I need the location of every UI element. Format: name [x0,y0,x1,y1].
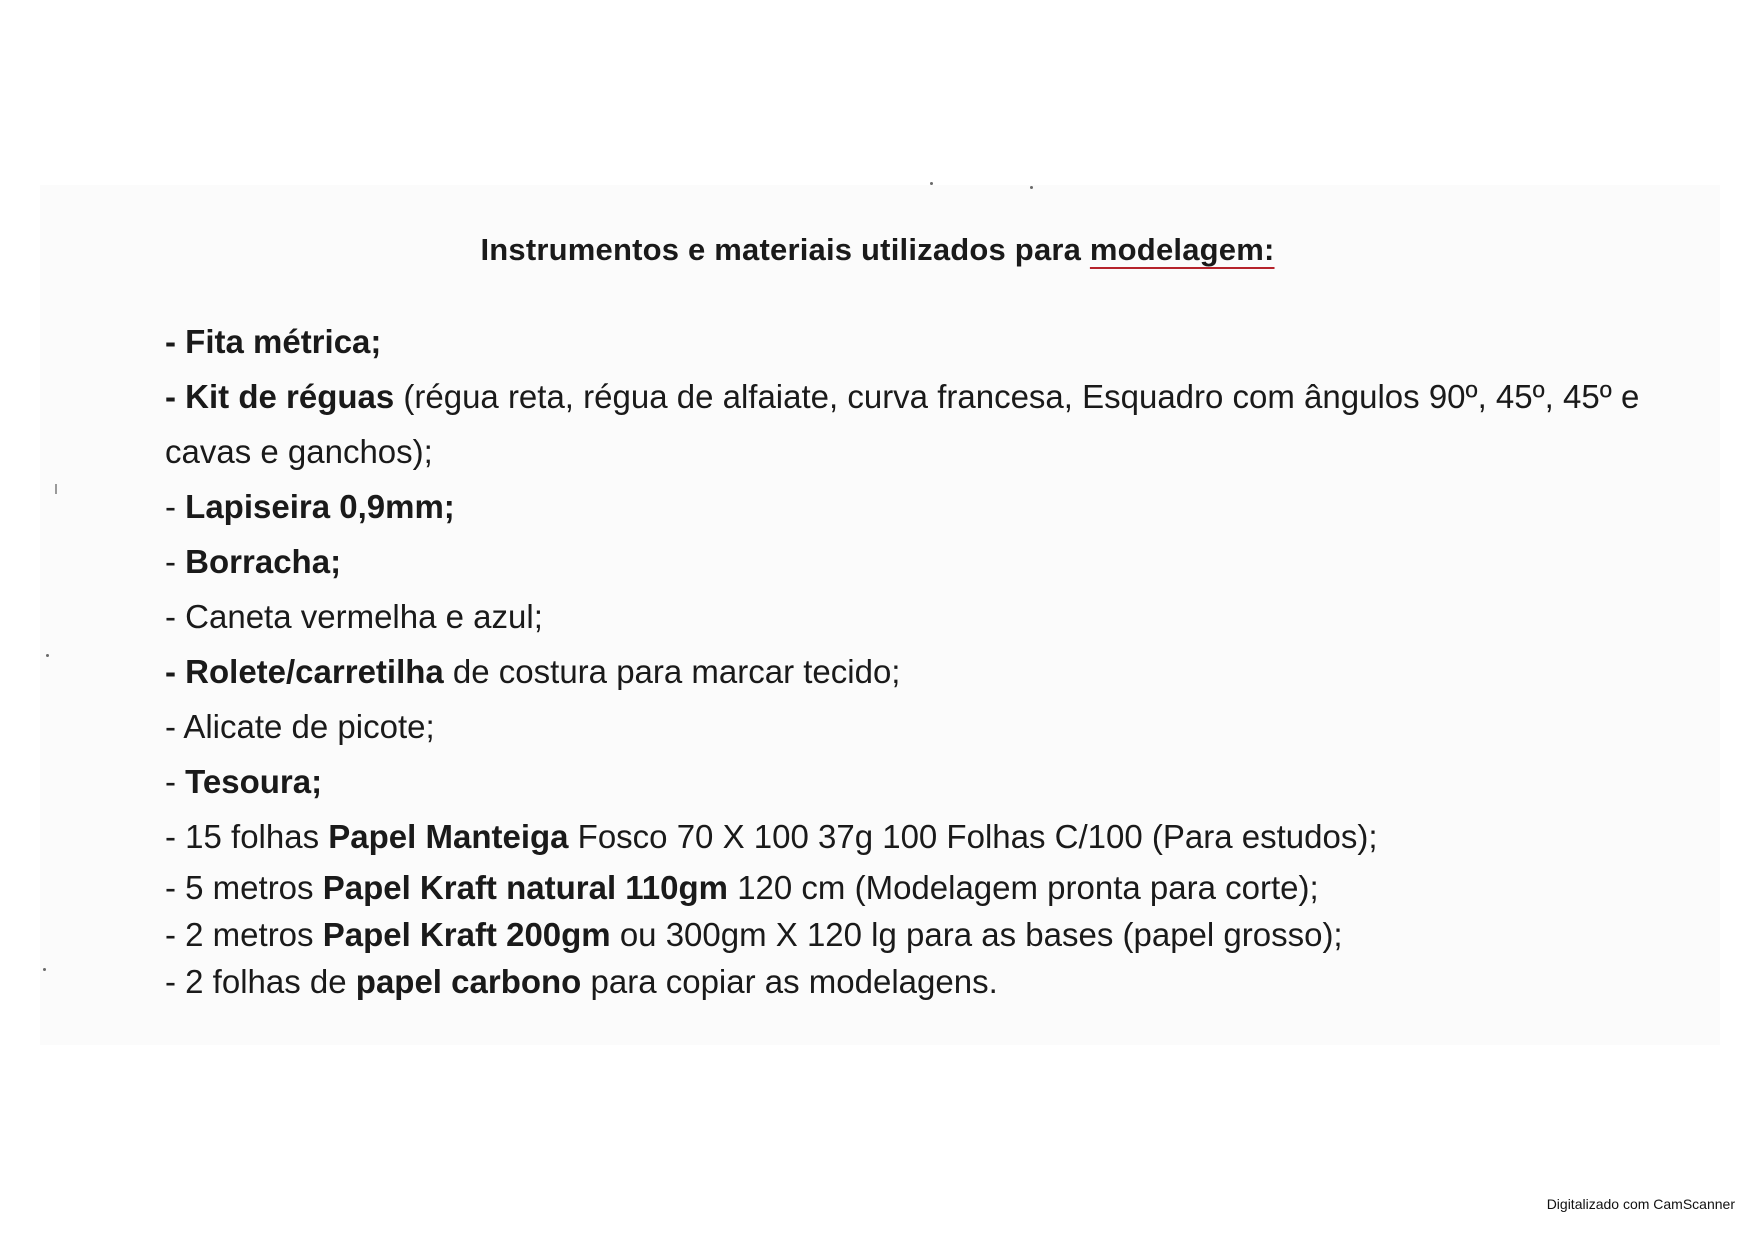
list-item [165,644,1675,699]
scan-speck [1030,186,1033,189]
list-item [165,479,1675,534]
item-text: - 2 folhas de [165,963,356,1000]
list-item [165,369,1675,479]
item-text: - Alicate de picote; [165,708,435,745]
item-text: - Caneta vermelha e azul; [165,598,543,635]
list-item [165,589,1675,644]
item-text: - 5 metros [165,869,323,906]
list-item [165,754,1675,809]
list-item [165,958,1675,1005]
item-bold: - Rolete/carretilha [165,653,444,690]
list-item [165,699,1675,754]
item-bold: papel carbono [355,963,582,1000]
item-text: 120 cm (Modelagem pronta para corte); [728,869,1319,906]
camscanner-credit: Digitalizado com CamScanner [1546,1196,1735,1212]
item-text: - [165,543,186,580]
item-bold: Borracha; [185,543,342,580]
list-item [165,314,1675,369]
item-bold: Papel Manteiga [328,818,569,855]
materials-list [165,314,1675,1005]
item-bold: Lapiseira 0,9mm; [185,488,455,525]
item-text: de costura para marcar tecido; [443,653,901,690]
list-item [165,911,1675,958]
item-bold: - Kit de réguas [165,378,395,415]
item-text: - [165,488,186,525]
list-item [165,809,1675,864]
item-text: - 2 metros [165,916,323,953]
item-bold: - Fita métrica; [165,323,382,360]
item-text: - 15 folhas [165,818,329,855]
item-bold: Tesoura; [185,763,323,800]
scan-speck [43,968,46,971]
item-bold: Papel Kraft natural 110gm [322,869,729,906]
item-text: ou 300gm X 120 lg para as bases (papel grosso); [610,916,1343,953]
scan-speck [46,654,49,657]
item-text: Fosco 70 X 100 37g 100 Folhas C/100 (Para estudos); [568,818,1378,855]
list-item [165,534,1675,589]
item-text: (régua reta, régua de alfaiate, curva francesa, Esquadro com ângulos 90º, 45º, 45º e cavas e ganchos); [165,378,1640,470]
item-text: - [165,763,186,800]
list-item [165,864,1675,911]
title-emphasis: modelagem: [1089,232,1275,267]
title-prefix: Instrumentos e materiais utilizados para [480,232,1090,267]
scan-speck [930,182,933,185]
margin-mark [55,484,57,494]
item-bold: Papel Kraft 200gm [322,916,611,953]
document-title [0,232,1755,268]
item-text: para copiar as modelagens. [581,963,998,1000]
